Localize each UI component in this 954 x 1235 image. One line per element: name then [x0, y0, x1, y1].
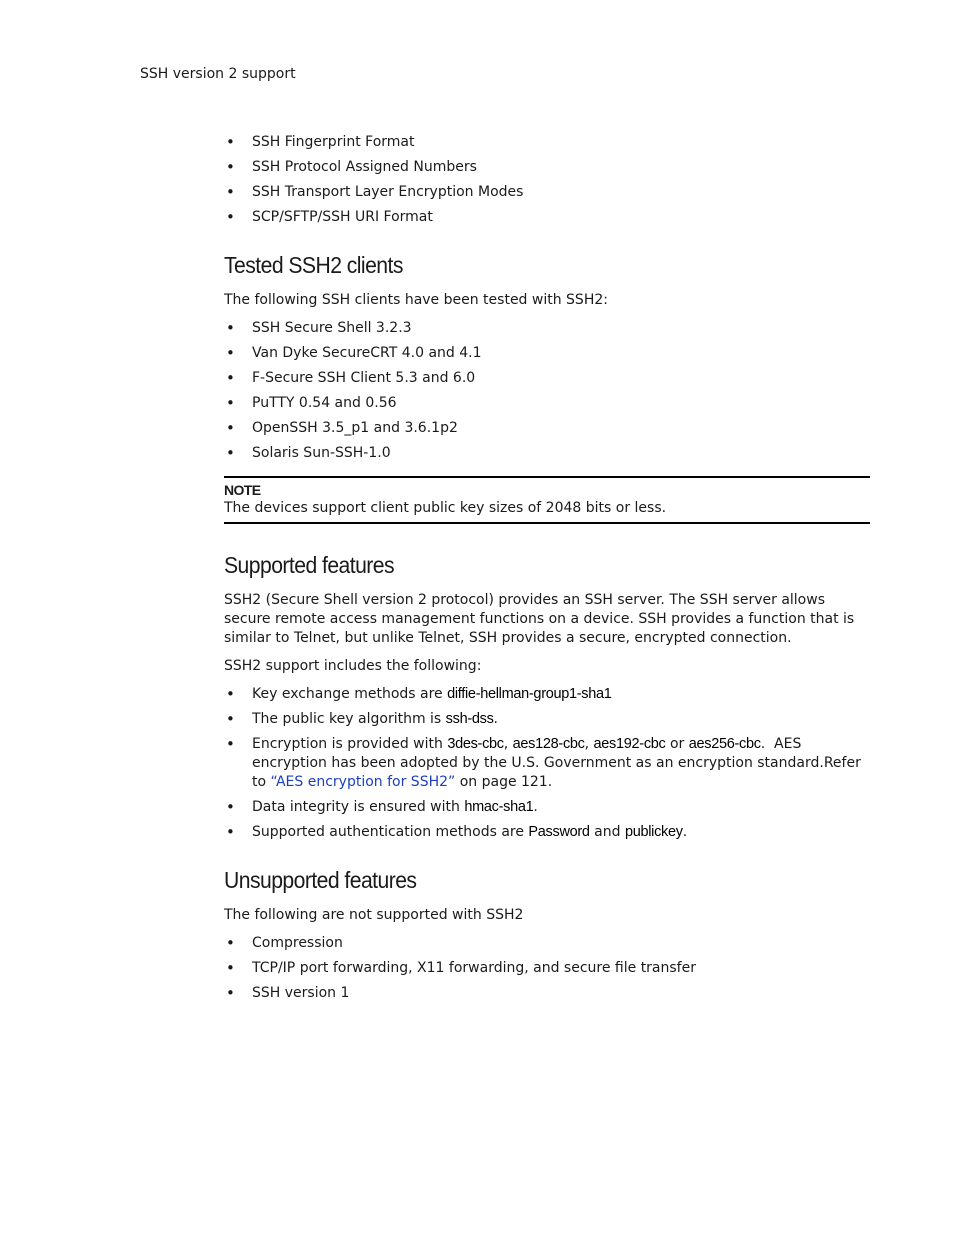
note-title: NOTE: [224, 482, 261, 498]
list-item: • SSH Fingerprint Format: [224, 133, 870, 152]
supported-paragraph: SSH2 (Secure Shell version 2 protocol) provides an SSH server. The SSH server allows secure remote access management functions on a device. SSH provides a function that is similar to Telnet, but unlike Telnet, SSH provides a secure, encrypted connection.: [224, 592, 855, 646]
list-item: [224, 798, 870, 817]
list-item: • SSH Secure Shell 3.2.3: [224, 319, 870, 338]
page-content: [224, 133, 870, 1009]
section-heading-tested-clients: Tested SSH2 clients: [224, 252, 403, 278]
code-term: aes256-cbc: [688, 736, 761, 752]
text-run: Data integrity is ensured with: [252, 799, 465, 815]
text-run: ,: [503, 736, 513, 752]
code-term: Password: [528, 824, 590, 840]
code-term: aes128-cbc: [512, 736, 585, 752]
list-item: [224, 823, 870, 842]
code-term: hmac-sha1: [464, 799, 534, 815]
code-term: ssh-dss: [445, 711, 494, 727]
list-item: [224, 685, 870, 704]
note-box: [224, 476, 870, 524]
text-run: Supported authentication methods are: [252, 824, 529, 840]
unsupported-intro: The following are not supported with SSH2: [224, 907, 524, 923]
cross-reference-link[interactable]: “AES encryption for SSH2”: [270, 774, 456, 790]
list-item: • Van Dyke SecureCRT 4.0 and 4.1: [224, 344, 870, 363]
text-run: .: [533, 799, 538, 815]
list-item: • SSH Protocol Assigned Numbers: [224, 158, 870, 177]
unsupported-features-list: [224, 934, 870, 1003]
text-run: Key exchange methods are: [252, 686, 448, 702]
list-item: • Solaris Sun-SSH-1.0: [224, 444, 870, 463]
text-run: . AES encryption has been adopted by the U.S. Government as an encryption standard.Refer to: [252, 736, 866, 790]
text-run: on page 121.: [455, 774, 553, 790]
section-heading-supported: Supported features: [224, 552, 395, 578]
list-item: • Compression: [224, 934, 870, 953]
list-item: [224, 710, 870, 729]
text-run: .: [493, 711, 498, 727]
text-run: or: [665, 736, 689, 752]
running-header: SSH version 2 support: [140, 66, 296, 82]
list-item: • PuTTY 0.54 and 0.56: [224, 394, 870, 413]
list-item: • SSH Transport Layer Encryption Modes: [224, 183, 870, 202]
text-run: and: [589, 824, 625, 840]
tested-clients-list: [224, 319, 870, 463]
code-term: aes192-cbc: [593, 736, 666, 752]
text-run: The public key algorithm is: [252, 711, 446, 727]
list-item: • SCP/SFTP/SSH URI Format: [224, 208, 870, 227]
note-text: The devices support client public key sizes of 2048 bits or less.: [224, 500, 667, 516]
intro-bullet-list: [224, 133, 870, 227]
text-run: Encryption is provided with: [252, 736, 448, 752]
code-term: publickey: [624, 824, 683, 840]
list-item: • SSH version 1: [224, 984, 870, 1003]
list-item: [224, 735, 870, 792]
text-run: .: [682, 824, 688, 840]
supported-includes: SSH2 support includes the following:: [224, 658, 482, 674]
list-item: • TCP/IP port forwarding, X11 forwarding, and secure file transfer: [224, 959, 870, 978]
list-item: • F-Secure SSH Client 5.3 and 6.0: [224, 369, 870, 388]
text-run: ,: [584, 736, 594, 752]
list-item: • OpenSSH 3.5_p1 and 3.6.1p2: [224, 419, 870, 438]
code-term: diffie-hellman-group1-sha1: [447, 686, 612, 702]
code-term: 3des-cbc: [447, 736, 504, 752]
supported-features-list: [224, 685, 870, 842]
tested-clients-intro: The following SSH clients have been tested with SSH2:: [224, 292, 608, 308]
section-heading-unsupported: Unsupported features: [224, 867, 417, 893]
